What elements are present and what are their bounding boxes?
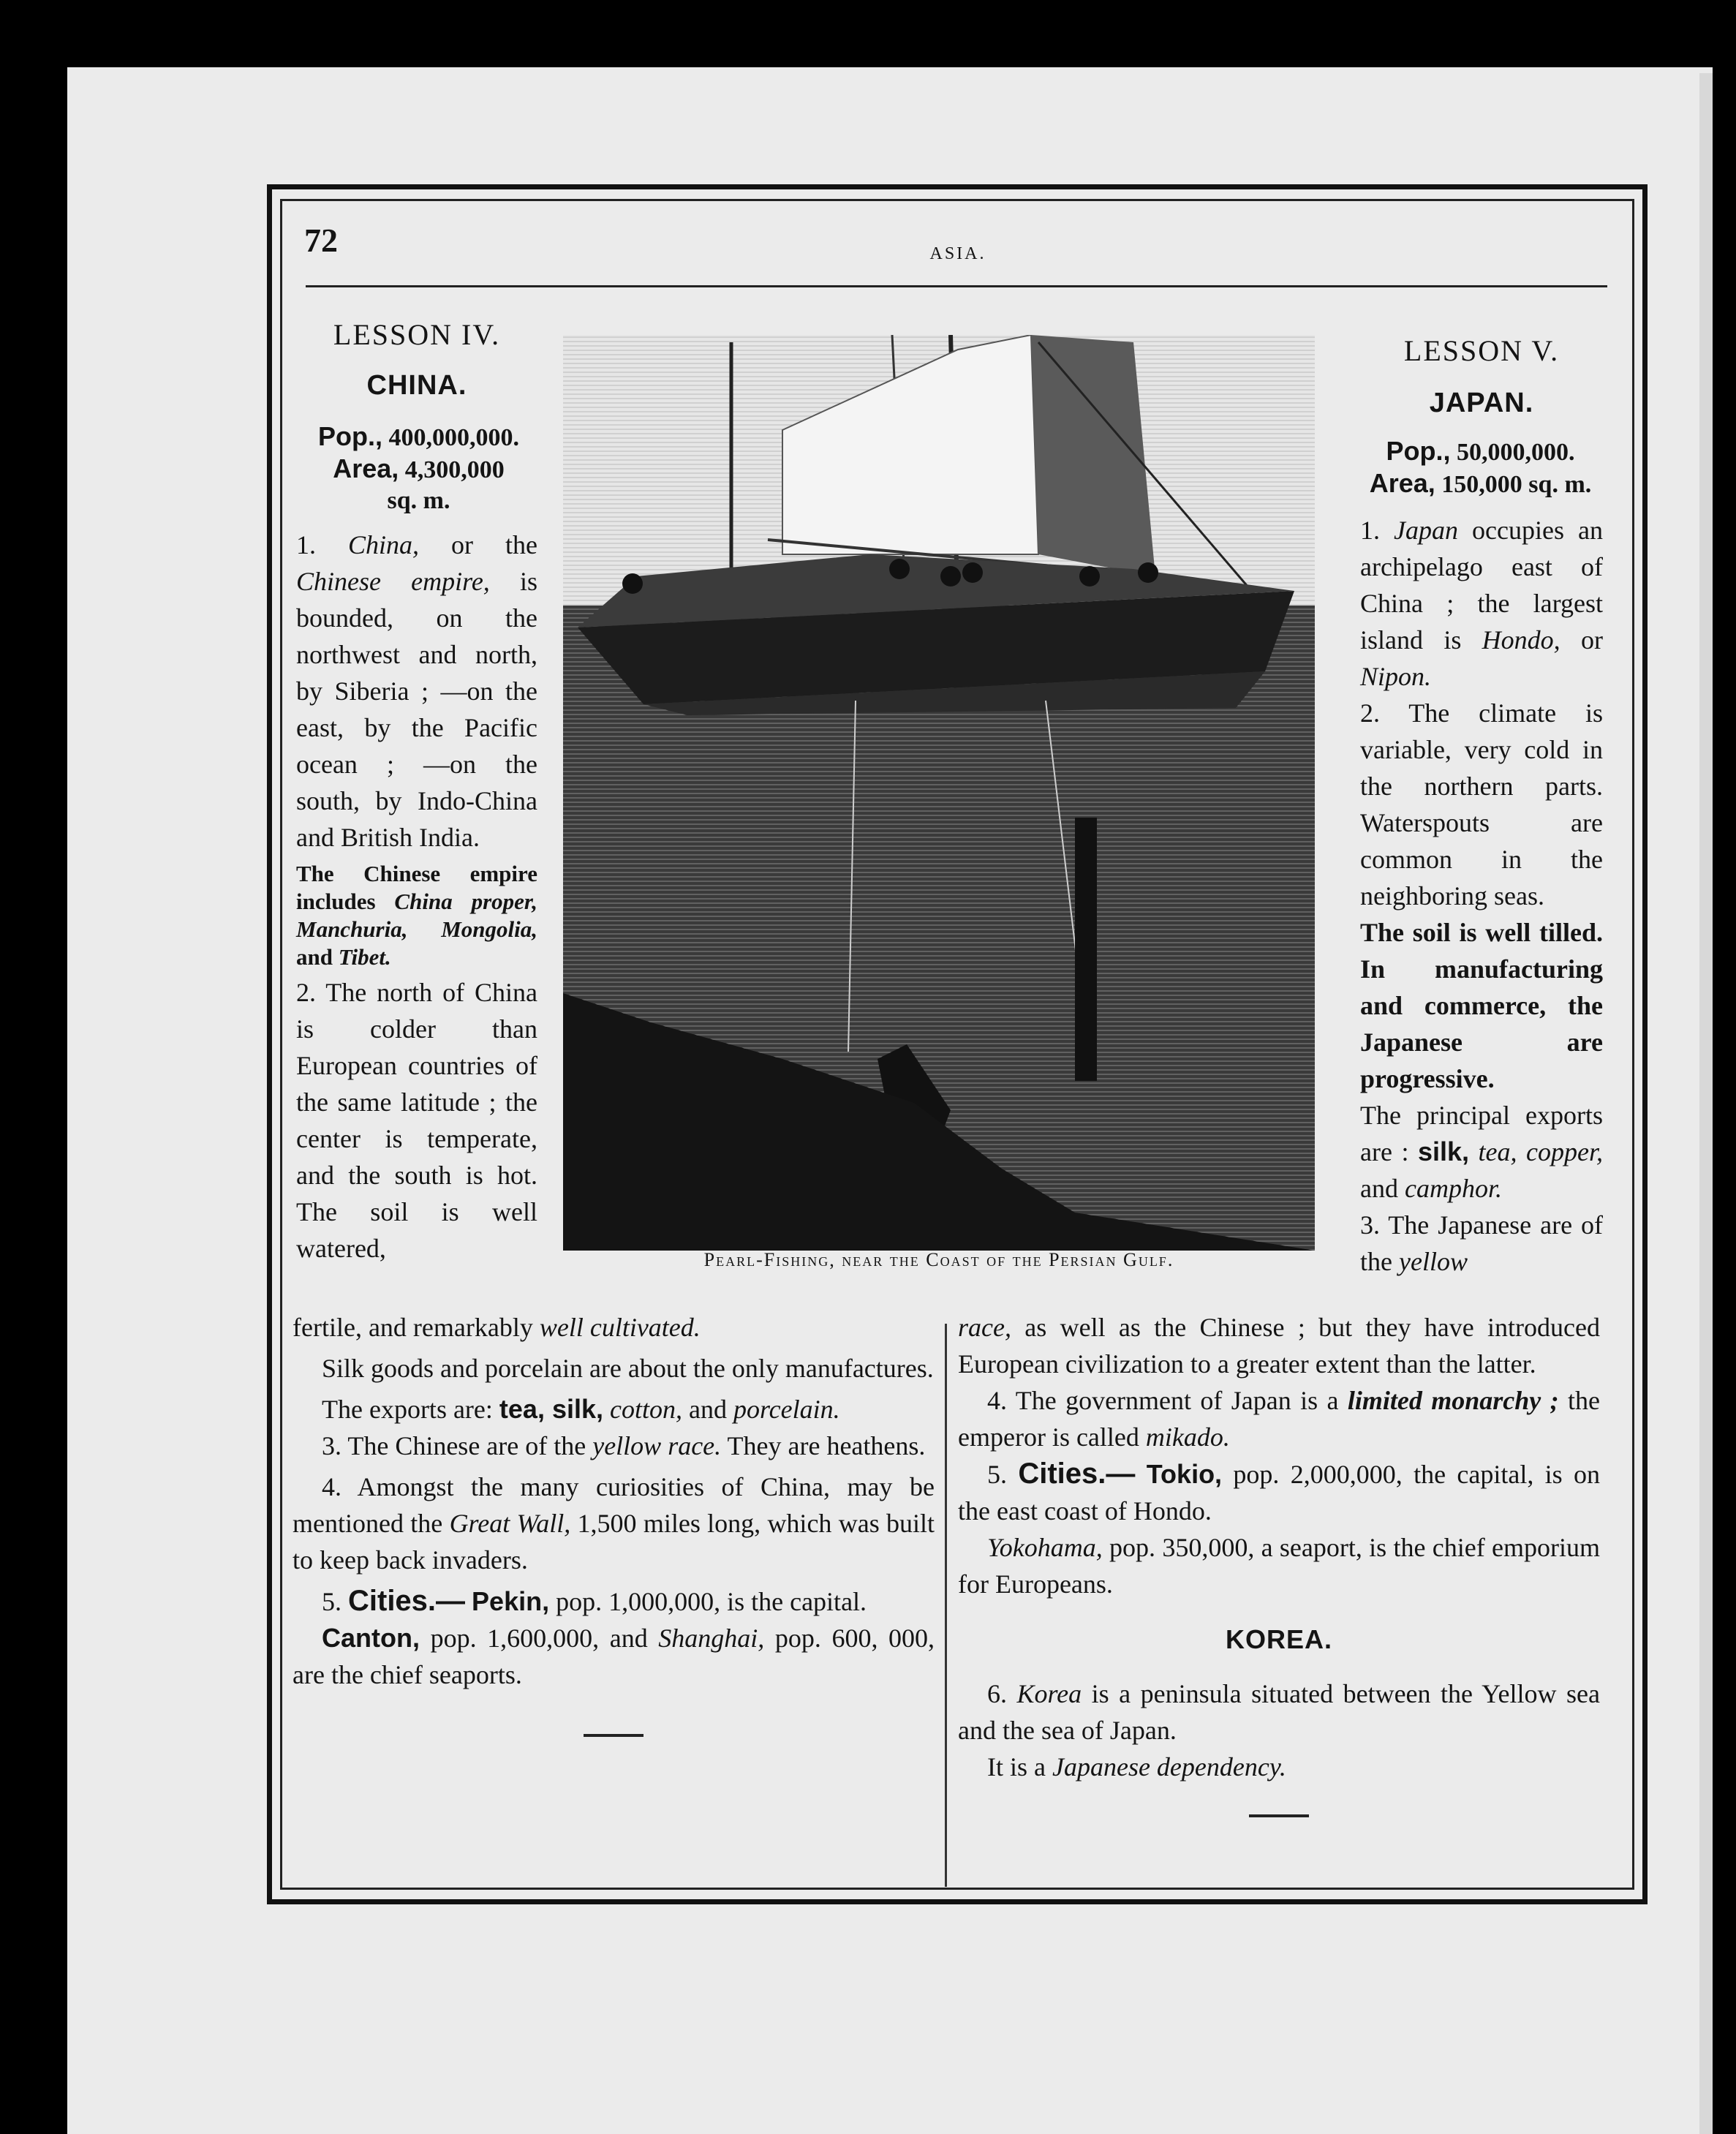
para-number: 5. (987, 1460, 1007, 1489)
text: They are heathens. (727, 1431, 926, 1460)
china-seaports (293, 1620, 935, 1693)
lesson-5-narrow-column (1360, 512, 1603, 1280)
japan-population (1354, 436, 1607, 500)
text: as well as the Chinese ; but they have introduced European civilization to a greater extent than the latter. (958, 1313, 1601, 1379)
term-chinese-empire: Chinese empire, (296, 567, 490, 596)
running-head: ASIA. (929, 244, 986, 263)
lesson-4-narrow-column (296, 527, 537, 1267)
china-paragraph-2: 2. The north of China is colder than European countries of the same latitude ; the center is temperate, and the south is hot. The soil is well watered, (296, 978, 537, 1263)
term-nipon: Nipon. (1360, 662, 1432, 691)
china-paragraph-2-end (293, 1309, 935, 1346)
text: or the (451, 530, 538, 559)
area-label: Area, (1369, 468, 1435, 498)
japan-paragraph-2: 2. The climate is variable, very cold in the northern parts. Waterspouts are common in the neighboring seas. (1360, 698, 1603, 910)
export-tea-copper: tea, copper, (1478, 1137, 1604, 1166)
scan-margin (1713, 0, 1736, 2134)
text: 3. The Chinese are of the (322, 1431, 586, 1460)
china-note (296, 860, 537, 971)
text: pop. 600, 000, are the chief seaports. (293, 1624, 935, 1689)
export-porcelain: porcelain. (733, 1395, 840, 1424)
para-number: 6. (987, 1679, 1007, 1708)
export-camphor: camphor. (1404, 1174, 1502, 1203)
china-paragraph-4 (293, 1468, 935, 1578)
city-shanghai: Shanghai, (658, 1624, 765, 1653)
para-number: 1. (1360, 516, 1380, 545)
area-value: 4,300,000 (404, 456, 505, 483)
illustration-caption: Pearl-Fishing, near the Coast of the Persian Gulf. (703, 1249, 1174, 1270)
term-race: race, (958, 1313, 1011, 1342)
text: or (1581, 625, 1603, 655)
korea-paragraph (958, 1675, 1600, 1749)
japan-paragraph-4 (958, 1382, 1600, 1455)
pearl-fishing-engraving (563, 335, 1315, 1251)
term-great-wall: Great Wall, (449, 1509, 571, 1538)
lesson-4-full-column (293, 1309, 935, 1737)
term-mikado: mikado. (1145, 1422, 1230, 1452)
city-tokio: Tokio, (1146, 1459, 1223, 1489)
china-paragraph-3 (293, 1428, 935, 1464)
japan-paragraph-1 (1360, 512, 1603, 695)
header-rule (306, 285, 1607, 287)
text: and (296, 944, 333, 970)
export-cotton: cotton, (610, 1395, 682, 1424)
japan-paragraph-3-end (958, 1309, 1600, 1382)
text: pop. 1,000,000, is the capital. (556, 1587, 867, 1616)
lesson-5-full-column (958, 1309, 1600, 1817)
area-label: Area, (333, 453, 399, 483)
pop-label: Pop., (318, 421, 382, 451)
export-tea-silk: tea, silk, (499, 1394, 603, 1424)
text: pop. 1,600,000, and (430, 1624, 648, 1653)
text: The exports are: (322, 1395, 493, 1424)
japan-paragraph-3-start (1360, 1207, 1603, 1280)
china-manufactures: Silk goods and porcelain are about the only manufactures. (322, 1354, 934, 1383)
text: is bounded, on the northwest and north, by Siberia ; —on the east, by the Pacific ocean ; —on the south, by Indo-China and British India. (296, 567, 537, 852)
pop-value: 400,000,000. (388, 424, 519, 451)
area-unit: sq. m. (387, 487, 450, 514)
pop-value: 50,000,000. (1457, 439, 1575, 466)
text: The Chinese empire includes (296, 861, 537, 914)
china-population (293, 421, 545, 516)
city-pekin: Pekin, (472, 1586, 550, 1616)
text: is a peninsula situated between the Yellow sea and the sea of Japan. (958, 1679, 1601, 1745)
text: the emperor is called (958, 1386, 1601, 1452)
term-hondo: Hondo, (1482, 625, 1560, 655)
export-silk: silk, (1417, 1136, 1470, 1166)
city-yokohama: Yokohama, (987, 1533, 1103, 1562)
text: 1,500 miles long, which was built to keep back invaders. (293, 1509, 935, 1575)
china-cities (293, 1583, 935, 1620)
japan-soil: The soil is well tilled. In manufacturing and commerce, the Japanese are progressive. (1360, 918, 1603, 1093)
text: fertile, and remarkably (293, 1313, 533, 1342)
text: 3. The Japanese are of the (1360, 1210, 1603, 1276)
para-number: 1. (296, 530, 316, 559)
term-japanese-dependency: Japanese dependency. (1052, 1752, 1286, 1782)
china-exports (293, 1391, 935, 1428)
term-japan: Japan (1394, 516, 1459, 545)
cities-heading: Cities.— (1018, 1458, 1136, 1490)
area-value: 150,000 sq. m. (1441, 471, 1592, 498)
text: It is a (987, 1752, 1046, 1782)
china-paragraph-1 (296, 527, 537, 856)
pop-label: Pop., (1386, 436, 1451, 466)
japan-cities (958, 1455, 1600, 1529)
term-regions: China proper, Manchuria, Mongolia, (296, 889, 538, 942)
page-number: 72 (304, 222, 338, 259)
term-limited-monarchy: limited monarchy ; (1347, 1386, 1559, 1415)
japan-heading: JAPAN. (1429, 388, 1534, 418)
pearl-fishing-illustration (563, 335, 1315, 1251)
lesson-4-heading: LESSON IV. (333, 318, 501, 351)
next-page-edge (1699, 73, 1713, 2134)
text: and (1360, 1174, 1398, 1203)
city-canton: Canton, (322, 1623, 420, 1653)
text: pop. 350,000, a seaport, is the chief emporium for Europeans. (958, 1533, 1600, 1599)
term-well-cultivated: well cultivated. (539, 1313, 701, 1342)
korea-dependency (958, 1749, 1600, 1785)
text: and (688, 1395, 727, 1424)
china-heading: CHINA. (366, 370, 467, 401)
korea-heading: KOREA. (1225, 1624, 1332, 1654)
column-divider (945, 1324, 947, 1887)
cities-heading: Cities.— (348, 1585, 466, 1617)
section-end-rule (1249, 1814, 1309, 1817)
section-end-rule (584, 1734, 644, 1737)
text: The principal exports are : (1360, 1101, 1603, 1166)
para-number: 5. (322, 1587, 341, 1616)
lesson-5-heading: LESSON V. (1403, 334, 1560, 367)
term-tibet: Tibet. (338, 944, 391, 970)
japan-exports (1360, 1097, 1603, 1207)
term-yellow: yellow (1398, 1247, 1468, 1276)
text: 4. The government of Japan is a (987, 1386, 1339, 1415)
term-china: China, (348, 530, 420, 559)
japan-yokohama (958, 1529, 1600, 1602)
text: occupies an archipelago east of China ; the largest island is (1360, 516, 1603, 655)
text: 4. Amongst the many curiosities of China, may be mentioned the (293, 1472, 935, 1538)
term-korea: Korea (1016, 1679, 1082, 1708)
text: pop. 2,000,000, the capital, is on the east coast of Hondo. (958, 1460, 1601, 1526)
term-yellow-race: yellow race. (592, 1431, 722, 1460)
